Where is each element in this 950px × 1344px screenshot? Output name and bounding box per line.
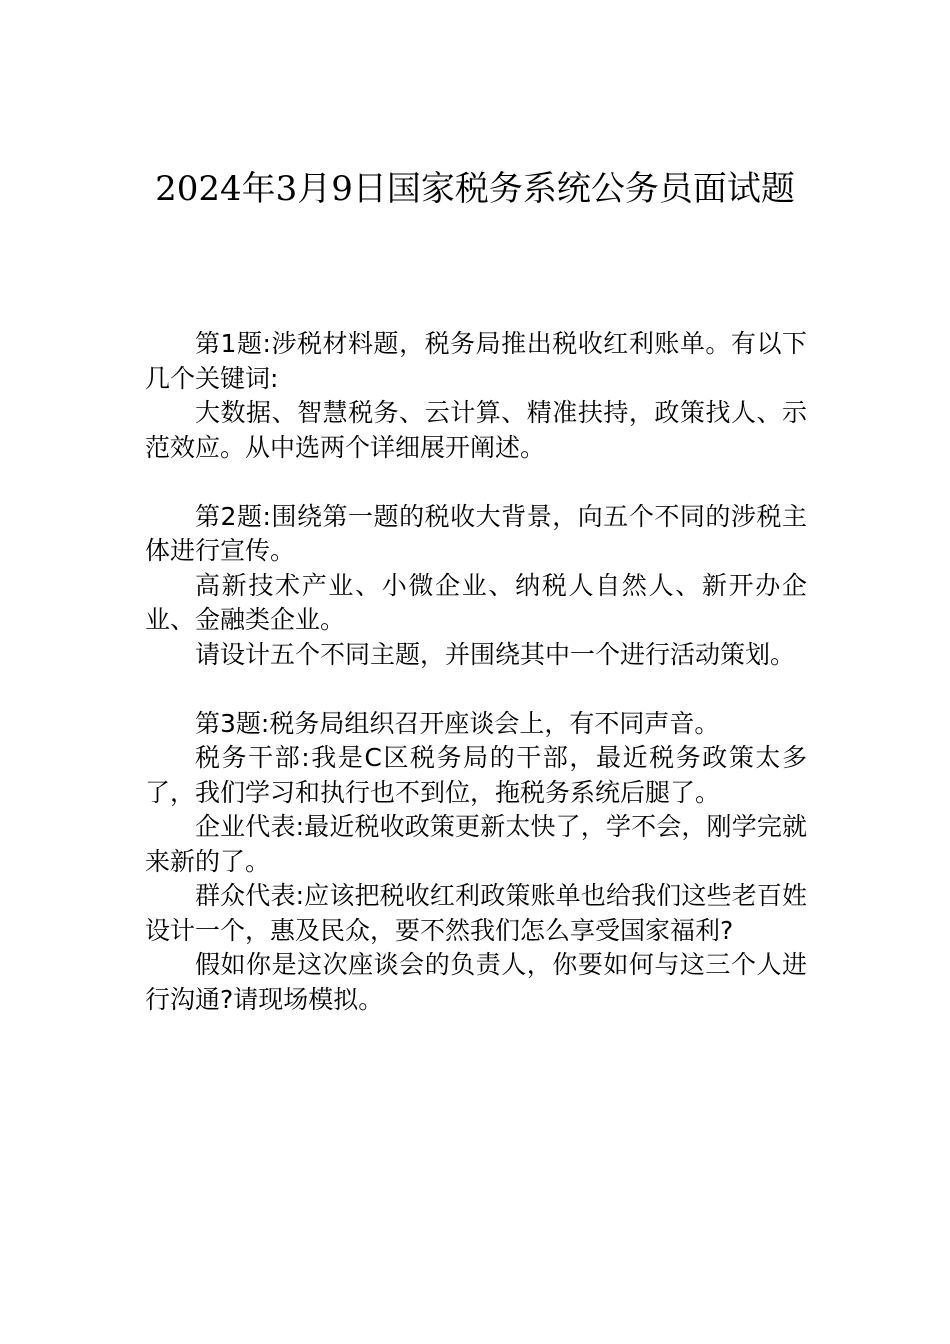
section-gap <box>145 465 807 500</box>
question-3-prompt: 第3题:税务局组织召开座谈会上，有不同声音。 <box>195 708 720 738</box>
question-3-section <box>145 707 807 1018</box>
question-2-subjects: 高新技术产业、小微企业、纳税人自然人、新开办企业、金融类企业。 <box>145 570 807 634</box>
question-1-keywords: 大数据、智慧税务、云计算、精准扶持，政策找人、示范效应。从中选两个详细展开阐述。 <box>145 398 807 462</box>
question-2-prompt: 第2题:围绕第一题的税收大背景，向五个不同的涉税主体进行宣传。 <box>145 501 807 565</box>
question-2-task: 请设计五个不同主题，并围绕其中一个进行活动策划。 <box>195 639 796 669</box>
question-1-section <box>145 327 807 465</box>
question-3-enterprise-rep: 企业代表:最近税收政策更新太快了，学不会，刚学完就来新的了。 <box>145 812 807 876</box>
document-title: 2024年3月9日国家税务系统公务员面试题 <box>155 169 795 209</box>
question-3-tax-official: 税务干部:我是C区税务局的干部，最近税务政策太多了，我们学习和执行也不到位，拖税务系统后腿了。 <box>145 743 807 807</box>
document-body <box>145 327 807 1017</box>
question-3-public-rep: 群众代表:应该把税收红利政策账单也给我们这些老百姓设计一个，惠及民众，要不然我们怎么享受国家福利? <box>145 881 807 945</box>
question-1-prompt: 第1题:涉税材料题，税务局推出税收红利账单。有以下几个关键词: <box>145 329 807 393</box>
section-gap <box>145 672 807 707</box>
question-3-task: 假如你是这次座谈会的负责人，你要如何与这三个人进行沟通?请现场模拟。 <box>145 950 807 1014</box>
question-2-section <box>145 500 807 673</box>
